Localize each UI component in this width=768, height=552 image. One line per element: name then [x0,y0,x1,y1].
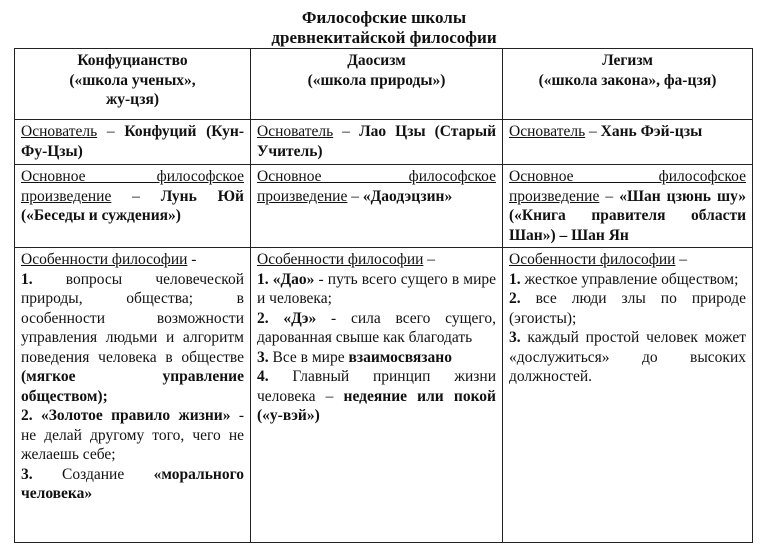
features-label: Особенности философии [257,251,424,268]
work-name: «Шан цзюнь шу» («Книга правителя области Шан») – Шан Ян [509,187,747,244]
feature-bold: «морального человека» [21,465,244,502]
work-label: Основное философское произведение [257,168,496,205]
features-heading [257,250,496,270]
header-confucianism [15,49,251,120]
features-suffix: - [187,251,197,268]
work-confucianism [15,165,251,248]
work-row [15,165,753,248]
features-suffix: – [675,251,688,268]
feature-num: 1. [257,270,269,288]
feature-text [269,310,284,327]
feature-item [21,465,244,504]
founder-row [15,120,753,165]
feature-text: каждый простой человек может «дослужиться» до высоких должностей. [509,329,746,385]
dash: – [333,123,360,140]
work-label: Основное философское произведение [509,168,746,205]
feature-num: 2. [257,309,269,327]
feature-item [21,406,244,465]
features-suffix: – [423,251,436,268]
founder-taoism [251,120,503,165]
founder-label: Основатель [509,123,586,140]
founder-confucianism [15,120,251,165]
title-line-1: Философские школы [301,8,467,27]
feature-bold: недеяние или покой («у-вэй») [257,387,496,424]
document-title [0,8,768,48]
philosophy-schools-table [14,48,753,543]
feature-bold: «Золотое правило жизни» [40,407,231,424]
header-line: жу-цзя) [105,91,160,108]
feature-text: вопросы человеческой природы, общества; в особенности возможности управления людьми и алгоритм поведения человека в обществе [21,270,244,366]
feature-item [509,328,746,387]
work-name: Лунь Юй («Беседы и суждения») [21,187,244,224]
feature-num: 3. [21,465,33,483]
feature-item [257,348,496,368]
work-name: «Даодэцзин» [362,187,453,205]
header-line: («школа природы») [307,71,446,89]
work-legalism [503,165,753,248]
features-row [15,248,753,543]
feature-num: 4. [257,368,269,385]
header-line: («школа ученых», [69,71,196,89]
feature-num: 2. [21,407,33,424]
feature-num: 1. [509,270,521,288]
feature-text: Главный принцип жизни человека – [257,368,496,405]
features-label: Особенности философии [21,251,188,268]
header-line: Легизм [602,52,653,69]
features-heading [509,250,746,270]
founder-name: Хань Фэй-цзы [600,123,703,140]
founder-legalism [503,120,753,165]
feature-num: 3. [509,329,521,346]
feature-item [509,270,746,290]
feature-item [509,289,746,328]
header-line: («школа закона», фа-цзя) [538,71,717,89]
header-line: Даосизм [347,52,406,69]
feature-item [21,270,244,407]
work-label: Основное философское произведение [21,168,244,205]
feature-num: 1. [21,270,33,288]
header-line: Конфуцианство [77,52,188,69]
dash: – [347,187,363,205]
feature-rest: - не делай другому того, чего не желаешь себе; [21,407,244,463]
dash: – [585,123,601,140]
feature-rest: - сила всего сущего, дарованная свыше как благодать [257,309,497,346]
header-row [15,49,753,120]
feature-bold: (мягкое управление обществом); [21,368,244,405]
feature-rest: - путь всего сущего в мире и человека; [257,270,496,307]
feature-text: все люди злы по природе (эгоисты); [509,290,746,327]
features-taoism [251,248,503,543]
feature-num: 3. [257,348,269,366]
header-legalism [503,49,753,120]
feature-bold: взаимосвязано [348,348,452,366]
feature-item [257,367,496,426]
founder-label: Основатель [21,123,98,140]
feature-text: Создание [32,465,154,483]
features-confucianism [15,248,251,543]
work-taoism [251,165,503,248]
feature-bold: «Дао» [272,270,315,288]
founder-name: Конфуций (Кун-Фу-Цзы) [21,123,245,160]
dash: – [599,187,620,205]
feature-item [257,309,496,348]
feature-text: Все в мире [268,348,349,366]
features-legalism [503,248,753,543]
feature-text [33,407,41,424]
dash: – [111,187,161,205]
header-taoism [251,49,503,120]
founder-label: Основатель [257,123,334,140]
dash: – [97,123,125,140]
feature-text: жесткое управление обществом; [520,270,739,288]
feature-item [257,270,496,309]
founder-name: Лао Цзы (Старый Учитель) [257,123,496,160]
feature-bold: «Дэ» [283,309,317,327]
feature-num: 2. [509,290,521,307]
features-heading [21,250,244,270]
features-label: Особенности философии [509,251,676,268]
title-line-2: древнекитайской философии [271,28,497,47]
